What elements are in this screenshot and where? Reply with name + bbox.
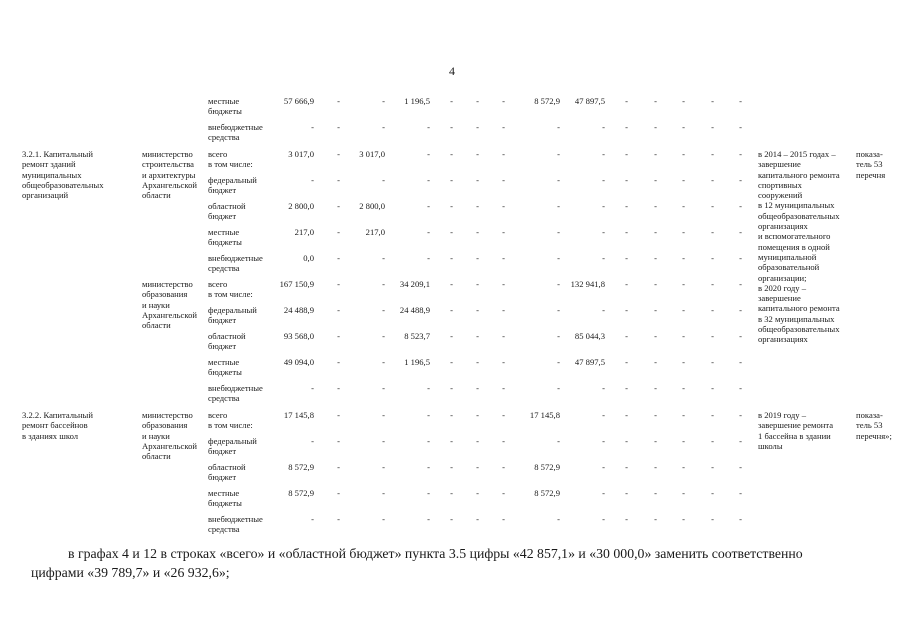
year-value: - bbox=[337, 253, 340, 263]
year-value: - bbox=[427, 383, 430, 393]
year-value: - bbox=[427, 436, 430, 446]
year-value: - bbox=[711, 122, 714, 132]
year-value: - bbox=[602, 227, 605, 237]
year-value: - bbox=[682, 305, 685, 315]
year-value: - bbox=[337, 410, 340, 420]
year-value: - bbox=[476, 383, 479, 393]
year-value: - bbox=[337, 514, 340, 524]
year-value: - bbox=[654, 122, 657, 132]
year-value: - bbox=[711, 149, 714, 159]
year-value: - bbox=[557, 253, 560, 263]
year-value: - bbox=[739, 383, 742, 393]
year-value: - bbox=[557, 227, 560, 237]
year-value: - bbox=[682, 253, 685, 263]
year-value: - bbox=[711, 436, 714, 446]
row-total: 49 094,0 bbox=[283, 357, 314, 367]
year-value: - bbox=[337, 201, 340, 211]
year-value: - bbox=[739, 201, 742, 211]
year-value: 2 800,0 bbox=[359, 201, 385, 211]
year-value: - bbox=[476, 462, 479, 472]
year-value: - bbox=[602, 488, 605, 498]
funding-source: всего в том числе: bbox=[208, 279, 253, 300]
row-total: - bbox=[311, 514, 314, 524]
year-value: - bbox=[557, 149, 560, 159]
year-value: - bbox=[382, 357, 385, 367]
funding-source: местные бюджеты bbox=[208, 96, 242, 117]
year-value: - bbox=[625, 253, 628, 263]
year-value: - bbox=[557, 331, 560, 341]
year-value: - bbox=[625, 201, 628, 211]
year-value: 8 572,9 bbox=[534, 96, 560, 106]
year-value: - bbox=[711, 96, 714, 106]
year-value: - bbox=[557, 514, 560, 524]
year-value: - bbox=[625, 96, 628, 106]
year-value: - bbox=[476, 253, 479, 263]
funding-source: федеральный бюджет bbox=[208, 175, 257, 196]
year-value: - bbox=[557, 201, 560, 211]
year-value: - bbox=[476, 331, 479, 341]
year-value: - bbox=[337, 357, 340, 367]
year-value: - bbox=[476, 175, 479, 185]
year-value: - bbox=[502, 149, 505, 159]
year-value: - bbox=[382, 410, 385, 420]
year-value: - bbox=[711, 410, 714, 420]
year-value: - bbox=[337, 488, 340, 498]
year-value: - bbox=[625, 462, 628, 472]
year-value: - bbox=[739, 462, 742, 472]
year-value: - bbox=[625, 383, 628, 393]
year-value: - bbox=[654, 357, 657, 367]
year-value: - bbox=[682, 357, 685, 367]
year-value: - bbox=[476, 227, 479, 237]
funding-source: областной бюджет bbox=[208, 201, 246, 222]
year-value: - bbox=[382, 331, 385, 341]
year-value: - bbox=[557, 305, 560, 315]
year-value: - bbox=[654, 175, 657, 185]
year-value: - bbox=[682, 436, 685, 446]
year-value: - bbox=[476, 488, 479, 498]
year-value: - bbox=[739, 279, 742, 289]
year-value: - bbox=[337, 149, 340, 159]
year-value: - bbox=[739, 410, 742, 420]
funding-source: внебюджетные средства bbox=[208, 253, 263, 274]
year-value: - bbox=[337, 227, 340, 237]
year-value: - bbox=[739, 149, 742, 159]
year-value: - bbox=[739, 253, 742, 263]
year-value: - bbox=[502, 175, 505, 185]
year-value: - bbox=[625, 227, 628, 237]
year-value: 47 897,5 bbox=[574, 96, 605, 106]
year-value: - bbox=[557, 357, 560, 367]
year-value: 217,0 bbox=[365, 227, 385, 237]
year-value: - bbox=[602, 175, 605, 185]
amendment-paragraph bbox=[20, 544, 890, 582]
year-value: - bbox=[602, 305, 605, 315]
year-value: - bbox=[337, 462, 340, 472]
year-value: - bbox=[450, 514, 453, 524]
year-value: - bbox=[427, 462, 430, 472]
year-value: - bbox=[625, 357, 628, 367]
year-value: - bbox=[337, 383, 340, 393]
year-value: - bbox=[711, 175, 714, 185]
year-value: - bbox=[654, 305, 657, 315]
year-value: - bbox=[625, 305, 628, 315]
year-value: - bbox=[711, 357, 714, 367]
year-value: - bbox=[337, 331, 340, 341]
year-value: - bbox=[557, 279, 560, 289]
year-value: - bbox=[557, 383, 560, 393]
year-value: - bbox=[625, 175, 628, 185]
year-value: - bbox=[711, 253, 714, 263]
row-total: 17 145,8 bbox=[283, 410, 314, 420]
year-value: - bbox=[711, 462, 714, 472]
page-number: 4 bbox=[449, 64, 455, 78]
year-value: - bbox=[654, 149, 657, 159]
year-value: 132 941,8 bbox=[570, 279, 605, 289]
year-value: - bbox=[739, 488, 742, 498]
year-value: - bbox=[739, 357, 742, 367]
year-value: - bbox=[427, 488, 430, 498]
year-value: - bbox=[654, 253, 657, 263]
year-value: - bbox=[382, 436, 385, 446]
year-value: 24 488,9 bbox=[399, 305, 430, 315]
year-value: 8 523,7 bbox=[404, 331, 430, 341]
funding-source: местные бюджеты bbox=[208, 227, 242, 248]
year-value: - bbox=[682, 383, 685, 393]
year-value: - bbox=[654, 201, 657, 211]
year-value: - bbox=[382, 253, 385, 263]
year-value: - bbox=[654, 227, 657, 237]
year-value: - bbox=[682, 149, 685, 159]
year-value: - bbox=[382, 96, 385, 106]
funding-source: областной бюджет bbox=[208, 331, 246, 352]
funding-source: внебюджетные средства bbox=[208, 383, 263, 404]
year-value: - bbox=[602, 253, 605, 263]
year-value: - bbox=[654, 96, 657, 106]
row-total: 57 666,9 bbox=[283, 96, 314, 106]
year-value: - bbox=[427, 410, 430, 420]
funding-source: местные бюджеты bbox=[208, 357, 242, 378]
year-value: - bbox=[502, 253, 505, 263]
year-value: - bbox=[654, 410, 657, 420]
year-value: - bbox=[502, 279, 505, 289]
year-value: - bbox=[450, 462, 453, 472]
year-value: - bbox=[382, 305, 385, 315]
year-value: - bbox=[427, 253, 430, 263]
row-total: 93 568,0 bbox=[283, 331, 314, 341]
year-value: - bbox=[476, 149, 479, 159]
year-value: - bbox=[682, 201, 685, 211]
funding-source: местные бюджеты bbox=[208, 488, 242, 509]
item-3-2-1-executor-1: министерство строительства и архитектуры Архангельской области bbox=[142, 149, 197, 201]
year-value: - bbox=[476, 410, 479, 420]
funding-source: внебюджетные средства bbox=[208, 514, 263, 535]
item-3-2-1-title: 3.2.1. Капитальный ремонт зданий муниципальных общеобразовательных организаций bbox=[22, 149, 104, 201]
year-value: - bbox=[382, 462, 385, 472]
year-value: - bbox=[476, 514, 479, 524]
year-value: - bbox=[711, 279, 714, 289]
year-value: - bbox=[502, 436, 505, 446]
row-total: 0,0 bbox=[303, 253, 314, 263]
item-3-2-1-executor-2: министерство образования и науки Архангельской области bbox=[142, 279, 197, 331]
year-value: - bbox=[654, 462, 657, 472]
row-total: 8 572,9 bbox=[288, 488, 314, 498]
year-value: 1 196,5 bbox=[404, 357, 430, 367]
year-value: - bbox=[502, 383, 505, 393]
row-total: - bbox=[311, 383, 314, 393]
year-value: - bbox=[711, 383, 714, 393]
funding-source: всего в том числе: bbox=[208, 410, 253, 431]
year-value: - bbox=[427, 227, 430, 237]
year-value: - bbox=[557, 175, 560, 185]
amendment-line-2: цифрами «39 789,7» и «26 932,6»; bbox=[31, 565, 230, 580]
year-value: - bbox=[739, 175, 742, 185]
item-3-2-2-title: 3.2.2. Капитальный ремонт бассейнов в зданиях школ bbox=[22, 410, 93, 441]
year-value: - bbox=[602, 410, 605, 420]
year-value: - bbox=[427, 122, 430, 132]
year-value: - bbox=[682, 279, 685, 289]
year-value: - bbox=[625, 436, 628, 446]
year-value: - bbox=[476, 201, 479, 211]
year-value: - bbox=[476, 122, 479, 132]
year-value: - bbox=[476, 305, 479, 315]
year-value: - bbox=[682, 462, 685, 472]
year-value: - bbox=[502, 305, 505, 315]
year-value: - bbox=[450, 305, 453, 315]
funding-source: федеральный бюджет bbox=[208, 305, 257, 326]
year-value: - bbox=[450, 96, 453, 106]
funding-source: внебюджетные средства bbox=[208, 122, 263, 143]
year-value: - bbox=[502, 227, 505, 237]
year-value: - bbox=[682, 331, 685, 341]
year-value: - bbox=[711, 488, 714, 498]
year-value: - bbox=[450, 253, 453, 263]
year-value: - bbox=[502, 331, 505, 341]
year-value: - bbox=[625, 488, 628, 498]
year-value: - bbox=[450, 122, 453, 132]
year-value: - bbox=[739, 96, 742, 106]
item-3-2-1-result: в 2014 – 2015 годах – завершение капитального ремонта спортивных сооружений в 12 муниципальных общеобразовательных организациях и вспомогательного помещения в одной муниципальной образовательной организации; в 2020 году – завершение капитального ремонта в 32 муниципальных общеобразовательных организациях bbox=[758, 149, 840, 345]
year-value: - bbox=[682, 96, 685, 106]
year-value: - bbox=[337, 122, 340, 132]
year-value: - bbox=[739, 436, 742, 446]
year-value: - bbox=[502, 514, 505, 524]
year-value: - bbox=[450, 357, 453, 367]
year-value: - bbox=[427, 201, 430, 211]
year-value: - bbox=[654, 331, 657, 341]
row-total: - bbox=[311, 436, 314, 446]
year-value: - bbox=[602, 383, 605, 393]
year-value: 8 572,9 bbox=[534, 488, 560, 498]
year-value: - bbox=[450, 149, 453, 159]
row-total: 217,0 bbox=[294, 227, 314, 237]
year-value: - bbox=[337, 305, 340, 315]
row-total: 3 017,0 bbox=[288, 149, 314, 159]
row-total: 2 800,0 bbox=[288, 201, 314, 211]
funding-source: всего в том числе: bbox=[208, 149, 253, 170]
year-value: - bbox=[502, 96, 505, 106]
funding-source: областной бюджет bbox=[208, 462, 246, 483]
year-value: - bbox=[739, 227, 742, 237]
year-value: - bbox=[502, 488, 505, 498]
year-value: - bbox=[654, 488, 657, 498]
item-3-2-1-indicator: показа- тель 53 перечня bbox=[856, 149, 886, 180]
year-value: - bbox=[654, 279, 657, 289]
year-value: - bbox=[682, 488, 685, 498]
year-value: - bbox=[450, 383, 453, 393]
year-value: - bbox=[602, 514, 605, 524]
year-value: - bbox=[502, 201, 505, 211]
item-3-2-2-executor: министерство образования и науки Архангельской области bbox=[142, 410, 197, 462]
year-value: - bbox=[427, 149, 430, 159]
year-value: - bbox=[711, 227, 714, 237]
year-value: - bbox=[502, 410, 505, 420]
year-value: - bbox=[450, 488, 453, 498]
year-value: - bbox=[602, 149, 605, 159]
year-value: - bbox=[427, 514, 430, 524]
year-value: - bbox=[382, 488, 385, 498]
year-value: - bbox=[337, 96, 340, 106]
year-value: - bbox=[450, 331, 453, 341]
year-value: 17 145,8 bbox=[529, 410, 560, 420]
year-value: - bbox=[450, 201, 453, 211]
year-value: - bbox=[654, 383, 657, 393]
year-value: - bbox=[602, 201, 605, 211]
year-value: - bbox=[625, 331, 628, 341]
year-value: - bbox=[682, 122, 685, 132]
year-value: - bbox=[739, 331, 742, 341]
year-value: - bbox=[337, 436, 340, 446]
row-total: 167 150,9 bbox=[279, 279, 314, 289]
year-value: - bbox=[337, 175, 340, 185]
year-value: - bbox=[476, 357, 479, 367]
year-value: - bbox=[625, 514, 628, 524]
year-value: - bbox=[602, 122, 605, 132]
year-value: - bbox=[476, 96, 479, 106]
year-value: - bbox=[450, 279, 453, 289]
year-value: - bbox=[739, 305, 742, 315]
year-value: - bbox=[382, 279, 385, 289]
year-value: - bbox=[450, 227, 453, 237]
year-value: - bbox=[739, 122, 742, 132]
year-value: - bbox=[337, 279, 340, 289]
row-total: 24 488,9 bbox=[283, 305, 314, 315]
funding-source: федеральный бюджет bbox=[208, 436, 257, 457]
item-3-2-2-indicator: показа- тель 53 перечня»; bbox=[856, 410, 892, 441]
row-total: 8 572,9 bbox=[288, 462, 314, 472]
year-value: 3 017,0 bbox=[359, 149, 385, 159]
year-value: - bbox=[711, 331, 714, 341]
year-value: - bbox=[739, 514, 742, 524]
year-value: - bbox=[682, 514, 685, 524]
year-value: - bbox=[382, 175, 385, 185]
year-value: - bbox=[711, 305, 714, 315]
year-value: - bbox=[682, 410, 685, 420]
year-value: - bbox=[682, 227, 685, 237]
row-total: - bbox=[311, 122, 314, 132]
year-value: - bbox=[450, 175, 453, 185]
year-value: - bbox=[557, 436, 560, 446]
year-value: - bbox=[502, 462, 505, 472]
year-value: - bbox=[502, 122, 505, 132]
year-value: - bbox=[682, 175, 685, 185]
year-value: - bbox=[450, 436, 453, 446]
year-value: - bbox=[625, 410, 628, 420]
year-value: - bbox=[654, 514, 657, 524]
year-value: - bbox=[557, 122, 560, 132]
year-value: - bbox=[476, 436, 479, 446]
year-value: - bbox=[625, 279, 628, 289]
year-value: - bbox=[382, 514, 385, 524]
year-value: - bbox=[382, 122, 385, 132]
year-value: 34 209,1 bbox=[399, 279, 430, 289]
year-value: - bbox=[602, 462, 605, 472]
year-value: - bbox=[625, 149, 628, 159]
year-value: - bbox=[427, 175, 430, 185]
year-value: 85 044,3 bbox=[574, 331, 605, 341]
year-value: - bbox=[450, 410, 453, 420]
item-3-2-2-result: в 2019 году – завершение ремонта 1 бассейна в здании школы bbox=[758, 410, 834, 451]
amendment-line-1: в графах 4 и 12 в строках «всего» и «областной бюджет» пункта 3.5 цифры «42 857,1» и «30 000,0» заменить соответственно bbox=[68, 546, 803, 561]
year-value: 8 572,9 bbox=[534, 462, 560, 472]
year-value: 1 196,5 bbox=[404, 96, 430, 106]
year-value: - bbox=[476, 279, 479, 289]
year-value: - bbox=[711, 514, 714, 524]
year-value: - bbox=[602, 436, 605, 446]
year-value: 47 897,5 bbox=[574, 357, 605, 367]
year-value: - bbox=[654, 436, 657, 446]
year-value: - bbox=[625, 122, 628, 132]
year-value: - bbox=[502, 357, 505, 367]
year-value: - bbox=[382, 383, 385, 393]
row-total: - bbox=[311, 175, 314, 185]
year-value: - bbox=[711, 201, 714, 211]
